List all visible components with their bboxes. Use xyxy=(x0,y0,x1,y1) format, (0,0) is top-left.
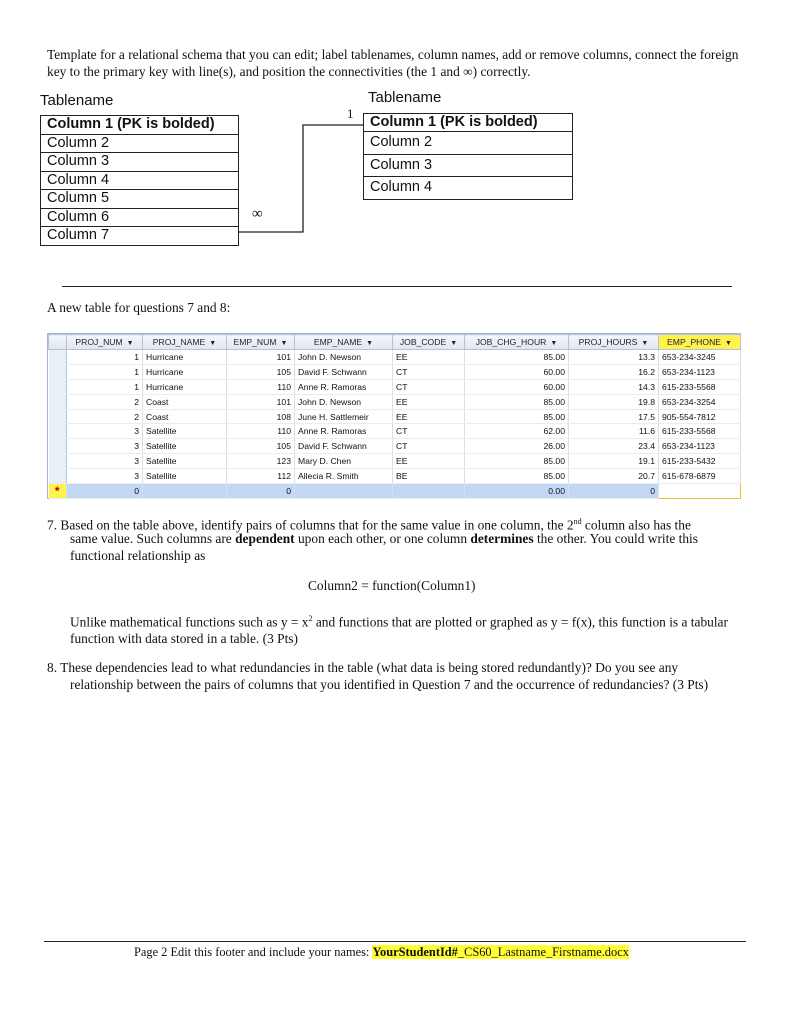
table-cell[interactable]: 60.00 xyxy=(465,379,569,394)
table-cell[interactable]: 105 xyxy=(227,364,295,379)
left-column: Column 6 xyxy=(41,208,239,227)
left-column: Column 5 xyxy=(41,190,239,209)
table-cell[interactable]: 1 xyxy=(67,350,143,365)
column-header[interactable]: EMP_NAME ▼ xyxy=(295,335,393,350)
question-8-lead: 8. These dependencies lead to what redundancies in the table (what data is being stored redundantly)? Do you see any xyxy=(47,660,679,675)
datasheet-table xyxy=(48,334,741,499)
datasheet-view xyxy=(47,333,741,499)
table-cell[interactable]: 13.3 xyxy=(569,350,659,365)
right-pk-column: Column 1 (PK is bolded) xyxy=(364,114,573,132)
table-row[interactable] xyxy=(49,424,741,439)
table-cell[interactable]: 19.8 xyxy=(569,394,659,409)
left-table-name: Tablename xyxy=(40,92,114,109)
table-row[interactable] xyxy=(49,364,741,379)
table-cell[interactable]: Coast xyxy=(143,394,227,409)
table-cell[interactable]: 615-233-5432 xyxy=(659,454,741,469)
table-cell[interactable] xyxy=(295,484,393,499)
chevron-down-icon[interactable]: ▼ xyxy=(126,340,134,347)
chevron-down-icon[interactable]: ▼ xyxy=(366,340,374,347)
question-7-note: Unlike mathematical functions such as $y = x^2$ and functions that are plotted or graphed as y = f(x), this function is a tabular function with data stored in a table. (3 Pts) xyxy=(70,614,728,647)
intro-paragraph: Template for a relational schema that you can edit; label tablenames, column names, add or remove columns, connect the foreign key to the primary key with line(s), and position the connectivities (the 1 and ∞) correctly. xyxy=(47,47,739,79)
table-cell[interactable]: 85.00 xyxy=(465,469,569,484)
table-cell[interactable]: 101 xyxy=(227,350,295,365)
table-cell[interactable]: 3 xyxy=(67,469,143,484)
table-cell[interactable]: 615-233-5568 xyxy=(659,424,741,439)
table-cell[interactable]: 108 xyxy=(227,409,295,424)
right-column: Column 3 xyxy=(364,154,573,177)
table-row[interactable] xyxy=(49,454,741,469)
footer-divider xyxy=(44,941,746,942)
section-divider xyxy=(62,286,732,287)
chevron-down-icon[interactable]: ▼ xyxy=(450,340,458,347)
column-header[interactable]: JOB_CODE ▼ xyxy=(393,335,465,350)
table-cell[interactable]: Hurricane xyxy=(143,379,227,394)
right-table-name: Tablename xyxy=(368,89,442,106)
one-connectivity-label: 1 xyxy=(347,106,354,121)
table-cell[interactable]: CT xyxy=(393,439,465,454)
table-cell[interactable]: 3 xyxy=(67,424,143,439)
table-cell[interactable]: 26.00 xyxy=(465,439,569,454)
table-cell[interactable]: CT xyxy=(393,379,465,394)
formula: Column2 = function(Column1) xyxy=(308,578,476,593)
table-cell[interactable]: John D. Newson xyxy=(295,394,393,409)
row-selector[interactable] xyxy=(49,439,67,454)
table-cell[interactable]: Allecia R. Smith xyxy=(295,469,393,484)
table-cell[interactable]: Satellite xyxy=(143,454,227,469)
table-cell[interactable]: Hurricane xyxy=(143,350,227,365)
table-cell[interactable]: 11.6 xyxy=(569,424,659,439)
table-cell[interactable]: David F. Schwann xyxy=(295,439,393,454)
many-connectivity-label: ∞ xyxy=(252,206,263,222)
student-id-highlight: YourStudentId# xyxy=(372,945,458,959)
table-cell[interactable]: 16.2 xyxy=(569,364,659,379)
table-cell[interactable]: John D. Newson xyxy=(295,350,393,365)
table-row[interactable] xyxy=(49,379,741,394)
question-7-lead: 7. Based on the table above, identify pairs of columns that for the same value in one column, the 2nd column also has the xyxy=(47,517,691,533)
chevron-down-icon[interactable]: ▼ xyxy=(725,340,732,347)
question-8-body: relationship between the pairs of columns that you identified in Question 7 and the occurrence of redundancies? (3 Pts) xyxy=(70,677,709,692)
row-selector[interactable] xyxy=(49,454,67,469)
left-column: Column 4 xyxy=(41,171,239,190)
column-header[interactable]: PROJ_NAME ▼ xyxy=(143,335,227,350)
chevron-down-icon[interactable]: ▼ xyxy=(550,340,558,347)
table-cell[interactable] xyxy=(143,484,227,499)
table-cell[interactable]: 905-554-7812 xyxy=(659,409,741,424)
table-cell[interactable]: EE xyxy=(393,394,465,409)
table-cell[interactable]: Hurricane xyxy=(143,364,227,379)
table-cell[interactable]: Anne R. Ramoras xyxy=(295,379,393,394)
chevron-down-icon[interactable]: ▼ xyxy=(641,340,649,347)
question-7-body: same value. Such columns are dependent upon each other, or one column determines the other. You could write this functional relationship as xyxy=(70,531,698,563)
table-cell[interactable]: Mary D. Chen xyxy=(295,454,393,469)
section-label: A new table for questions 7 and 8: xyxy=(47,300,231,315)
table-cell[interactable]: CT xyxy=(393,364,465,379)
table-cell[interactable]: June H. Sattlemeir xyxy=(295,409,393,424)
table-cell[interactable]: EE xyxy=(393,409,465,424)
column-header[interactable]: JOB_CHG_HOUR ▼ xyxy=(465,335,569,350)
table-cell[interactable]: Anne R. Ramoras xyxy=(295,424,393,439)
row-selector[interactable] xyxy=(49,394,67,409)
table-cell[interactable]: 2 xyxy=(67,409,143,424)
right-column: Column 2 xyxy=(364,132,573,155)
column-header[interactable]: PROJ_HOURS ▼ xyxy=(569,335,659,350)
row-selector[interactable] xyxy=(49,469,67,484)
column-header[interactable]: PROJ_NUM ▼ xyxy=(67,335,143,350)
table-cell[interactable]: 653-234-3254 xyxy=(659,394,741,409)
table-cell[interactable]: 20.7 xyxy=(569,469,659,484)
left-column: Column 7 xyxy=(41,227,239,246)
right-column: Column 4 xyxy=(364,177,573,200)
table-row[interactable] xyxy=(49,394,741,409)
table-cell[interactable]: 17.5 xyxy=(569,409,659,424)
table-cell[interactable]: 85.00 xyxy=(465,394,569,409)
table-cell[interactable]: 653-234-1123 xyxy=(659,439,741,454)
row-selector[interactable] xyxy=(49,364,67,379)
table-row[interactable] xyxy=(49,469,741,484)
select-all-corner[interactable] xyxy=(49,335,67,350)
chevron-down-icon[interactable]: ▼ xyxy=(209,340,217,347)
table-cell[interactable]: 1 xyxy=(67,379,143,394)
table-cell[interactable]: 0 xyxy=(569,484,659,499)
table-cell[interactable]: EE xyxy=(393,454,465,469)
table-row[interactable] xyxy=(49,439,741,454)
table-cell[interactable]: 615-678-6879 xyxy=(659,469,741,484)
table-cell[interactable]: 60.00 xyxy=(465,364,569,379)
row-selector[interactable] xyxy=(49,424,67,439)
table-cell[interactable]: 0 xyxy=(67,484,143,499)
table-cell[interactable]: 19.1 xyxy=(569,454,659,469)
table-cell[interactable]: 0.00 xyxy=(465,484,569,499)
table-cell[interactable]: 615-233-5568 xyxy=(659,379,741,394)
row-selector[interactable] xyxy=(49,350,67,365)
table-cell[interactable]: 110 xyxy=(227,424,295,439)
table-cell[interactable]: David F. Schwann xyxy=(295,364,393,379)
column-header[interactable]: EMP_NUM ▼ xyxy=(227,335,295,350)
table-cell[interactable]: 653-234-3245 xyxy=(659,350,741,365)
table-cell[interactable]: 23.4 xyxy=(569,439,659,454)
table-cell[interactable]: EE xyxy=(393,350,465,365)
table-cell[interactable]: 3 xyxy=(67,454,143,469)
table-row[interactable] xyxy=(49,350,741,365)
table-cell[interactable] xyxy=(393,484,465,499)
table-cell[interactable]: 110 xyxy=(227,379,295,394)
column-header[interactable]: EMP_PHONE ▼ xyxy=(659,335,741,350)
table-cell[interactable]: 62.00 xyxy=(465,424,569,439)
table-cell[interactable]: CT xyxy=(393,424,465,439)
left-pk-column: Column 1 (PK is bolded) xyxy=(41,116,239,135)
left-column: Column 2 xyxy=(41,134,239,153)
table-cell[interactable]: 1 xyxy=(67,364,143,379)
table-cell[interactable]: 85.00 xyxy=(465,350,569,365)
table-cell[interactable]: Satellite xyxy=(143,424,227,439)
table-cell[interactable]: 2 xyxy=(67,394,143,409)
table-cell[interactable]: 112 xyxy=(227,469,295,484)
table-cell[interactable]: BE xyxy=(393,469,465,484)
table-cell[interactable]: Coast xyxy=(143,409,227,424)
left-column: Column 3 xyxy=(41,153,239,172)
table-cell[interactable]: 14.3 xyxy=(569,379,659,394)
chevron-down-icon[interactable]: ▼ xyxy=(280,340,288,347)
table-cell[interactable]: 3 xyxy=(67,439,143,454)
row-selector[interactable] xyxy=(49,409,67,424)
table-cell[interactable]: 653-234-1123 xyxy=(659,364,741,379)
filename-highlight: _CS60_Lastname_Firstname.docx xyxy=(457,945,629,959)
table-row[interactable] xyxy=(49,409,741,424)
table-cell[interactable]: Satellite xyxy=(143,469,227,484)
table-cell[interactable]: 101 xyxy=(227,394,295,409)
table-cell[interactable]: 85.00 xyxy=(465,409,569,424)
active-cell[interactable] xyxy=(659,484,741,499)
new-record-marker[interactable]: * xyxy=(49,484,67,499)
foreign-key-connector xyxy=(0,0,791,300)
table-cell[interactable]: 0 xyxy=(227,484,295,499)
table-cell[interactable]: Satellite xyxy=(143,439,227,454)
row-selector[interactable] xyxy=(49,379,67,394)
table-cell[interactable]: 105 xyxy=(227,439,295,454)
new-record-row[interactable] xyxy=(49,484,741,499)
table-cell[interactable]: 123 xyxy=(227,454,295,469)
page-footer: Page 2 Edit this footer and include your names: YourStudentId#_CS60_Lastname_Firstname.docx xyxy=(134,945,629,959)
table-cell[interactable]: 85.00 xyxy=(465,454,569,469)
